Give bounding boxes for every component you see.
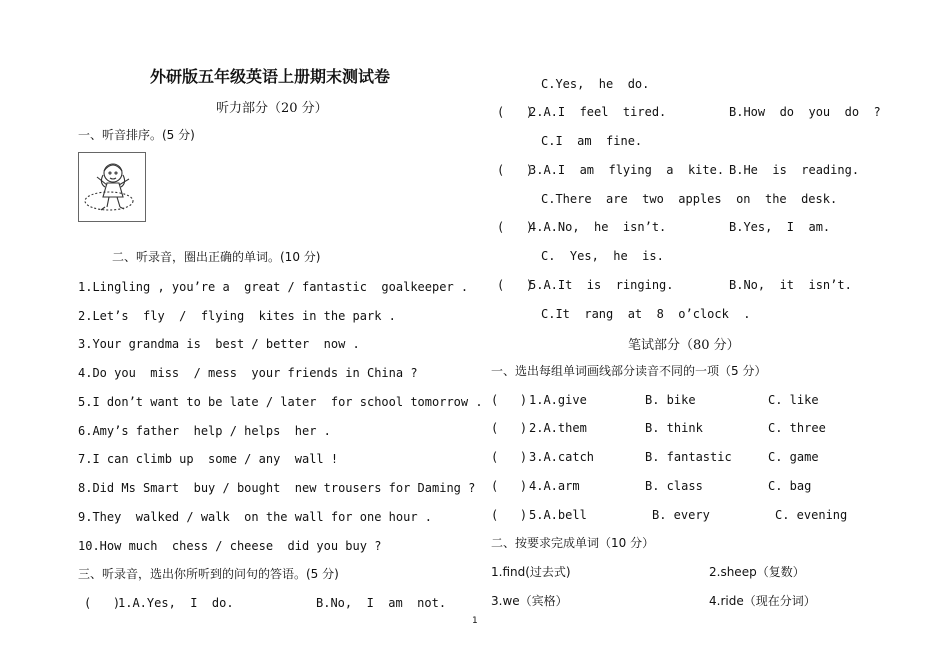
q5-option-a: 5.A.It is ringing. xyxy=(529,278,674,292)
q5-option-c: C.It rang at 8 o’clock . xyxy=(541,307,751,321)
w1-option-a: 3.A.catch xyxy=(529,450,595,464)
sec2-item: 5.I don’t want to be late / later for school tomorrow . xyxy=(78,395,483,409)
w1-option-a: 4.A.arm xyxy=(529,479,580,493)
w1-option-c: C. evening xyxy=(775,508,848,522)
w1-option-b: B. think xyxy=(645,421,703,435)
q1-option-a: 1.A.Yes, I do. xyxy=(118,596,234,610)
w1-option-c: C. three xyxy=(768,421,826,435)
sec2-item: 6.Amy’s father help / helps her . xyxy=(78,424,331,438)
answer-bracket[interactable]: ( ) xyxy=(84,596,121,610)
section-1-title: 一、听音排序。(5 分) xyxy=(78,128,195,142)
w1-option-a: 2.A.them xyxy=(529,421,587,435)
w2-item: 4.ride（现在分词） xyxy=(709,594,816,608)
q1-option-b: B.No, I am not. xyxy=(316,596,447,610)
page-number: 1 xyxy=(472,616,478,626)
answer-bracket[interactable]: ( ) xyxy=(497,278,534,292)
section-3-title: 三、听录音，选出你所听到的问句的答语。(5 分) xyxy=(78,567,339,581)
w1-option-a: 5.A.bell xyxy=(529,508,587,522)
w2-item: 1.find(过去式) xyxy=(491,565,571,579)
girl-skipping-picture xyxy=(78,152,146,222)
sec2-item: 8.Did Ms Smart buy / bought new trousers for Daming ? xyxy=(78,481,476,495)
sec2-item: 3.Your grandma is best / better now . xyxy=(78,337,360,351)
listening-header: 听力部分（20 分） xyxy=(216,101,328,116)
sec2-item: 1.Lingling , you’re a great / fantastic goalkeeper . xyxy=(78,280,469,294)
q3-option-a: 3.A.I am flying a kite. xyxy=(529,163,725,177)
exam-title: 外研版五年级英语上册期末测试卷 xyxy=(150,67,391,86)
q3-option-c: C.There are two apples on the desk. xyxy=(541,192,838,206)
q3-option-b: B.He is reading. xyxy=(729,163,860,177)
q2-option-b: B.How do you do ? xyxy=(729,105,881,119)
answer-bracket[interactable]: ( ) xyxy=(491,421,528,435)
answer-bracket[interactable]: ( ) xyxy=(497,220,534,234)
answer-bracket[interactable]: ( ) xyxy=(491,450,528,464)
w2-item: 3.we（宾格） xyxy=(491,594,568,608)
w1-option-c: C. bag xyxy=(768,479,812,493)
answer-bracket[interactable]: ( ) xyxy=(491,479,528,493)
sec2-item: 7.I can climb up some / any wall ! xyxy=(78,452,339,466)
written-section-2-title: 二、按要求完成单词（10 分） xyxy=(491,536,655,550)
written-section-1-title: 一、选出每组单词画线部分读音不同的一项（5 分） xyxy=(491,364,767,378)
q5-option-b: B.No, it isn’t. xyxy=(729,278,852,292)
q1-option-c: C.Yes, he do. xyxy=(541,77,650,91)
sec2-item: 10.How much chess / cheese did you buy ? xyxy=(78,539,382,553)
sec2-item: 4.Do you miss / mess your friends in China ? xyxy=(78,366,418,380)
answer-bracket[interactable]: ( ) xyxy=(497,163,534,177)
w1-option-b: B. class xyxy=(645,479,703,493)
answer-bracket[interactable]: ( ) xyxy=(497,105,534,119)
written-header: 笔试部分（80 分） xyxy=(628,338,740,353)
q4-option-b: B.Yes, I am. xyxy=(729,220,831,234)
section-2-title: 二、听录音，圈出正确的单词。(10 分) xyxy=(112,250,321,264)
answer-bracket[interactable]: ( ) xyxy=(491,393,528,407)
q2-option-a: 2.A.I feel tired. xyxy=(529,105,667,119)
w1-option-b: B. every xyxy=(652,508,710,522)
w1-option-b: B. bike xyxy=(645,393,696,407)
w2-item: 2.sheep（复数） xyxy=(709,565,805,579)
answer-bracket[interactable]: ( ) xyxy=(491,508,528,522)
w1-option-c: C. game xyxy=(768,450,819,464)
w1-option-c: C. like xyxy=(768,393,819,407)
sec2-item: 9.They walked / walk on the wall for one hour . xyxy=(78,510,433,524)
q4-option-c: C. Yes, he is. xyxy=(541,249,664,263)
w1-option-b: B. fantastic xyxy=(645,450,732,464)
sec2-item: 2.Let’s fly / flying kites in the park . xyxy=(78,309,396,323)
q2-option-c: C.I am fine. xyxy=(541,134,643,148)
w1-option-a: 1.A.give xyxy=(529,393,587,407)
q4-option-a: 4.A.No, he isn’t. xyxy=(529,220,667,234)
